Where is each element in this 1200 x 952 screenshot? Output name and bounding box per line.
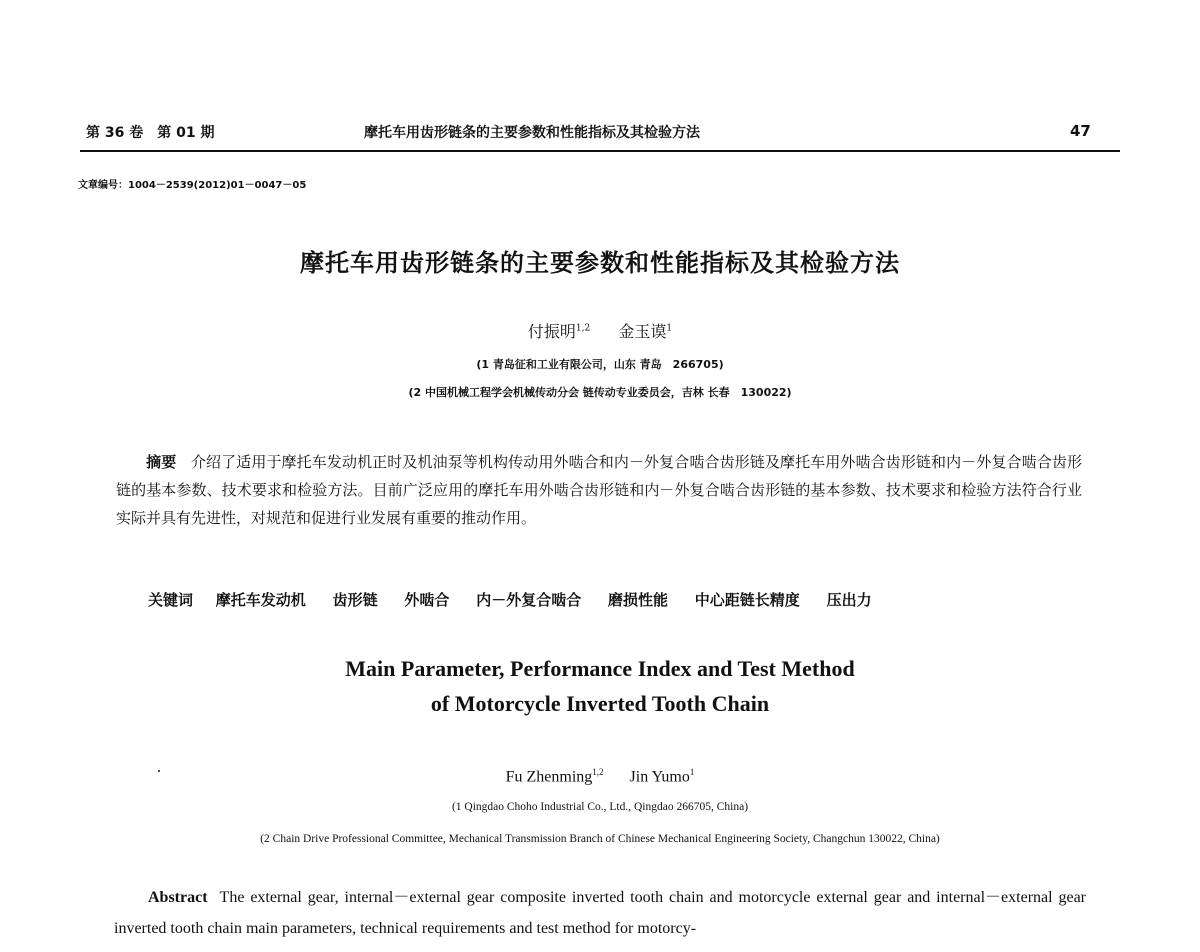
abstract-text-english: The external gear, internal－external gear composite inverted tooth chain and motorcycle external gear and internal－external gear inverted tooth chain main parameters, technical requirements and test method for motorcy- bbox=[114, 889, 1086, 937]
abstract-chinese bbox=[116, 448, 1082, 532]
affiliation-chinese: (2 中国机械工程学会机械传动分会 链传动专业委员会，吉林 长春 130022) bbox=[408, 386, 792, 399]
title-chinese: 摩托车用齿形链条的主要参数和性能指标及其检验方法 bbox=[300, 249, 900, 277]
keyword: 中心距链长精度 bbox=[694, 591, 800, 609]
keywords-label: 关键词 bbox=[148, 591, 194, 609]
authors-english bbox=[0, 767, 1200, 786]
author-affiliation-mark: 1 bbox=[689, 767, 695, 777]
author-name: Fu Zhenming bbox=[505, 768, 593, 786]
header-volume-issue: 第 36 卷 第 01 期 bbox=[86, 125, 215, 141]
abstract-text-chinese: 介绍了适用于摩托车发动机正时及机油泵等机构传动用外啮合和内－外复合啮合齿形链及摩托车用外啮合齿形链和内－外复合啮合齿形链的基本参数、技术要求和检验方法。目前广泛应用的摩托车用外啮合齿形链和内－外复合啮合齿形链的基本参数、技术要求和检验方法符合行业实际并具有先进性，对规范和促进行业发展有重要的推动作用。 bbox=[116, 453, 1082, 527]
affiliation-english: (1 Qingdao Choho Industrial Co., Ltd., Qingdao 266705, China) bbox=[451, 801, 749, 813]
affiliation-chinese: (1 青岛征和工业有限公司，山东 青岛 266705) bbox=[476, 358, 724, 371]
abstract-label-english: Abstract bbox=[148, 889, 208, 906]
header-running-title: 摩托车用齿形链条的主要参数和性能指标及其检验方法 bbox=[364, 125, 700, 141]
keyword: 外啮合 bbox=[404, 591, 450, 609]
author-affiliation-mark: 1 bbox=[666, 323, 673, 334]
header-page-number: 47 bbox=[1070, 122, 1091, 140]
author-name: Jin Yumo bbox=[629, 768, 690, 786]
author-affiliation-mark: 1,2 bbox=[592, 767, 604, 777]
keyword: 摩托车发动机 bbox=[215, 591, 306, 609]
keyword: 齿形链 bbox=[332, 591, 378, 609]
title-english-line1: Main Parameter, Performance Index and Test Method bbox=[345, 656, 855, 681]
keyword: 磨损性能 bbox=[607, 591, 668, 609]
title-english-line2: of Motorcycle Inverted Tooth Chain bbox=[430, 691, 770, 716]
keyword: 压出力 bbox=[826, 591, 872, 609]
article-number: 文章编号：1004－2539(2012)01－0047－05 bbox=[78, 180, 307, 191]
author-name: 金玉谟 bbox=[618, 322, 667, 341]
keyword: 内－外复合啮合 bbox=[476, 591, 582, 609]
abstract-label-chinese: 摘要 bbox=[146, 453, 177, 471]
author-name: 付振明 bbox=[527, 322, 576, 341]
abstract-english bbox=[114, 882, 1086, 944]
keywords-chinese bbox=[148, 589, 894, 610]
header-rule bbox=[80, 150, 1120, 152]
affiliation-english: (2 Chain Drive Professional Committee, Mechanical Transmission Branch of Chinese Mechanical Engineering Society, Changchun 130022, China) bbox=[260, 833, 940, 845]
authors-chinese bbox=[0, 319, 1200, 342]
author-affiliation-mark: 1,2 bbox=[575, 323, 591, 334]
